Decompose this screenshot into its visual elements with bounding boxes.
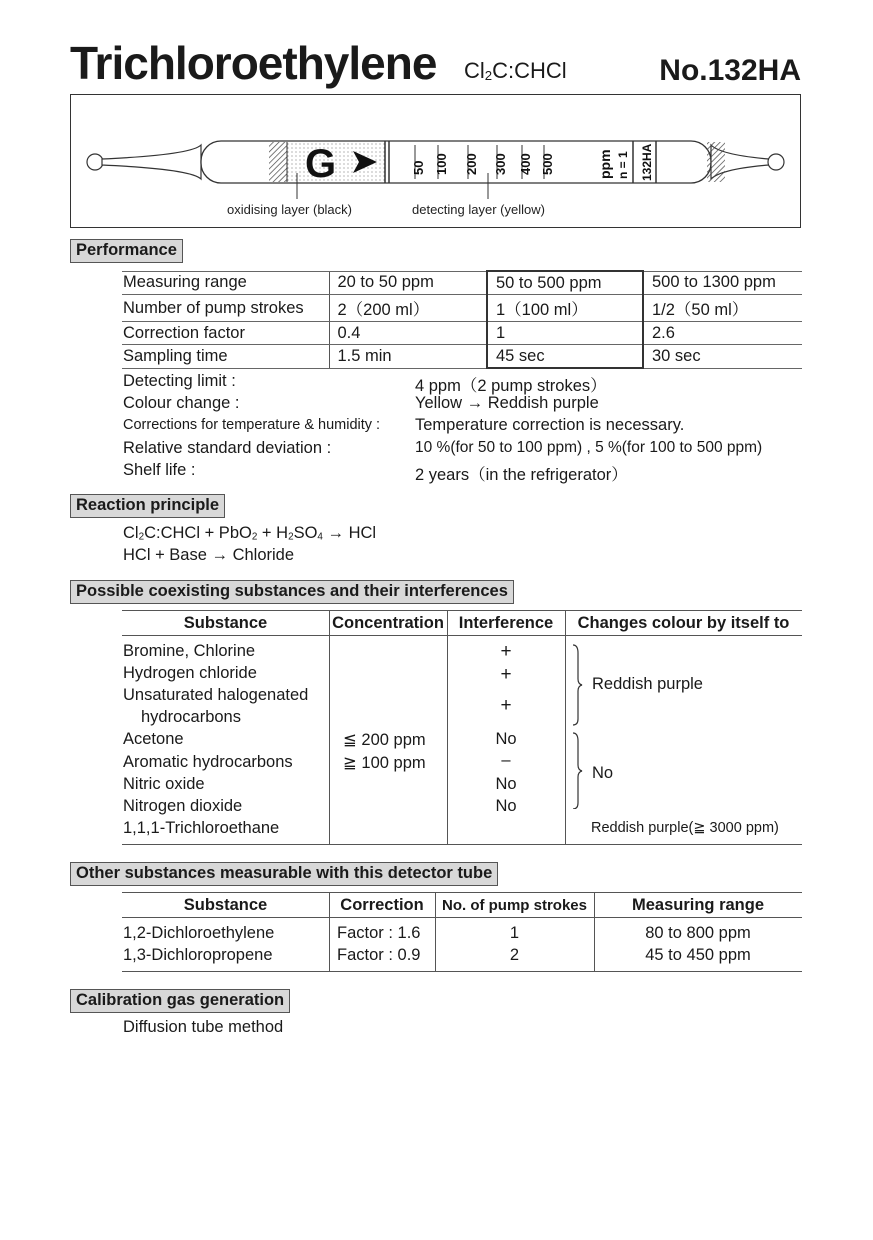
page-title: Trichloroethylene bbox=[70, 37, 437, 89]
detail-value: 2 years（in the refrigerator） bbox=[415, 466, 628, 484]
column-header: Changes colour by itself to bbox=[577, 614, 790, 632]
coexisting-table bbox=[122, 610, 802, 845]
detector-tube-figure bbox=[70, 94, 801, 228]
substance-name: Unsaturated halogenated bbox=[123, 686, 309, 704]
interference-value: + bbox=[500, 641, 512, 662]
logo-g-icon: G bbox=[305, 142, 337, 186]
tube-code: 132HA bbox=[640, 143, 654, 181]
scale-mark-400: 400 bbox=[518, 153, 533, 175]
other-substances-heading: Other substances measurable with this detector tube bbox=[70, 862, 498, 886]
colour-change-value: Reddish purple(≧ 3000 ppm) bbox=[591, 820, 779, 836]
detecting-layer-label: detecting layer (yellow) bbox=[412, 202, 545, 217]
table-row: Number of pump strokes 2（200 ml） 1（100 ml） 1/2（50 ml） bbox=[122, 295, 802, 322]
table-cell: Factor : 1.6 bbox=[337, 924, 421, 942]
table-cell: 2 bbox=[509, 946, 520, 964]
table-row: Measuring range 20 to 50 ppm 50 to 500 ppm 500 to 1300 ppm bbox=[122, 271, 802, 295]
table-cell: 1,2-Dichloroethylene bbox=[123, 924, 275, 942]
scale-mark-500: 500 bbox=[540, 153, 555, 175]
table-cell: 1,3-Dichloropropene bbox=[123, 946, 273, 964]
column-header: Measuring range bbox=[631, 896, 765, 914]
reaction-heading: Reaction principle bbox=[70, 494, 225, 518]
detail-value: 4 ppm（2 pump strokes） bbox=[415, 377, 607, 395]
reaction-equation-2: HCl + Base → Chloride bbox=[123, 546, 295, 564]
detail-value: Temperature correction is necessary. bbox=[415, 416, 685, 434]
chemical-formula: $Cl_2C:CHCl$ bbox=[464, 58, 567, 83]
substance-name: hydrocarbons bbox=[141, 708, 241, 726]
detail-label: Corrections for temperature & humidity : bbox=[123, 417, 381, 433]
substance-name: Acetone bbox=[123, 730, 184, 748]
interference-value: – bbox=[501, 751, 511, 769]
detail-value: Yellow → Reddish purple bbox=[415, 394, 599, 412]
interference-value: No bbox=[495, 730, 517, 748]
performance-table bbox=[122, 270, 802, 369]
substance-name: Nitric oxide bbox=[123, 775, 205, 793]
other-substances-table bbox=[122, 892, 802, 972]
column-header: Interference bbox=[458, 614, 554, 632]
interference-value: No bbox=[495, 775, 517, 793]
grouping-brace-icon bbox=[570, 641, 584, 809]
scale-unit: ppm bbox=[597, 149, 613, 179]
column-header: No. of pump strokes bbox=[441, 897, 587, 914]
scale-mark-300: 300 bbox=[493, 153, 508, 175]
performance-heading: Performance bbox=[70, 239, 183, 263]
scale-strokes: n = 1 bbox=[616, 151, 630, 179]
scale-mark-100: 100 bbox=[434, 153, 449, 175]
table-cell: 80 to 800 ppm bbox=[645, 924, 751, 942]
column-header: Concentration bbox=[332, 614, 444, 632]
calibration-method: Diffusion tube method bbox=[123, 1018, 284, 1036]
colour-change-value: No bbox=[592, 764, 614, 782]
concentration-value: ≦ 200 ppm bbox=[343, 731, 426, 749]
column-header: Substance bbox=[183, 614, 268, 632]
substance-name: Bromine, Chlorine bbox=[123, 642, 256, 660]
calibration-heading: Calibration gas generation bbox=[70, 989, 290, 1013]
table-row: Sampling time 1.5 min 45 sec 30 sec bbox=[122, 345, 802, 369]
interference-value: No bbox=[495, 797, 517, 815]
detector-tube-drawing bbox=[71, 95, 800, 227]
scale-mark-50: 50 bbox=[411, 160, 426, 175]
detail-label: Detecting limit : bbox=[123, 372, 236, 390]
substance-name: Nitrogen dioxide bbox=[123, 797, 243, 815]
model-number: No.132HA bbox=[659, 54, 801, 87]
oxidising-layer-label: oxidising layer (black) bbox=[227, 202, 352, 217]
substance-name: Aromatic hydrocarbons bbox=[123, 753, 293, 771]
interference-value: + bbox=[500, 695, 512, 716]
column-header: Correction bbox=[340, 896, 424, 914]
scale-mark-200: 200 bbox=[464, 153, 479, 175]
table-cell: 1 bbox=[509, 924, 520, 942]
column-header: Substance bbox=[183, 896, 268, 914]
detail-label: Relative standard deviation : bbox=[123, 439, 332, 457]
table-cell: 45 to 450 ppm bbox=[645, 946, 751, 964]
detail-label: Colour change : bbox=[123, 394, 240, 412]
detail-label: Shelf life : bbox=[123, 461, 196, 479]
substance-name: 1,1,1-Trichloroethane bbox=[123, 819, 280, 837]
detail-value: 10 %(for 50 to 100 ppm) , 5 %(for 100 to 500 ppm) bbox=[415, 439, 763, 456]
reaction-equation-1: $Cl_2C:CHCl + PbO_2 + H_2SO_4$ → HCl bbox=[123, 524, 377, 543]
concentration-value: ≧ 100 ppm bbox=[343, 754, 426, 772]
table-cell: Factor : 0.9 bbox=[337, 946, 421, 964]
table-row: Correction factor 0.4 1 2.6 bbox=[122, 322, 802, 345]
colour-change-value: Reddish purple bbox=[592, 675, 703, 693]
interference-value: + bbox=[500, 664, 512, 685]
substance-name: Hydrogen chloride bbox=[123, 664, 257, 682]
coexisting-heading: Possible coexisting substances and their interferences bbox=[70, 580, 514, 604]
